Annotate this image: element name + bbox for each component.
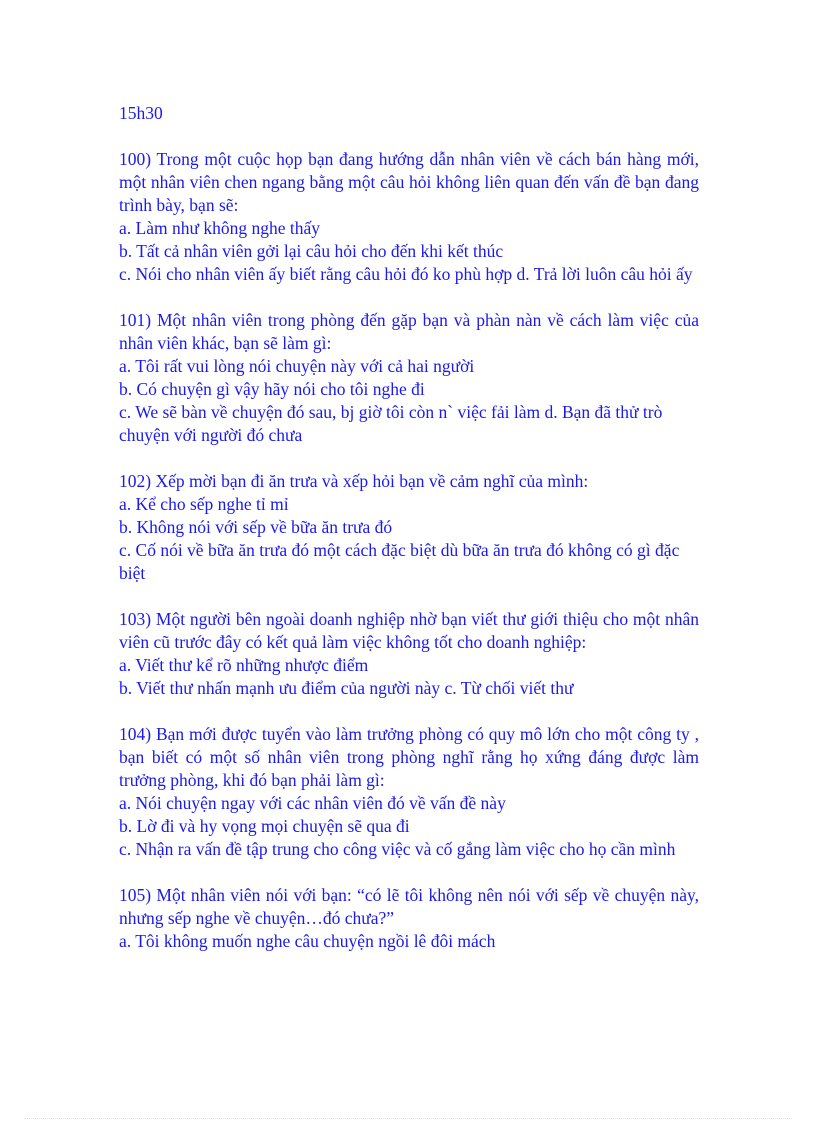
option-b: b. Tất cả nhân viên gởi lại câu hỏi cho đến khi kết thúc	[119, 241, 504, 261]
question-104	[119, 723, 699, 861]
question-text: 102) Xếp mời bạn đi ăn trưa và xếp hỏi bạn về cảm nghĩ của mình:	[119, 471, 589, 491]
option-a: a. Kể cho sếp nghe tỉ mỉ	[119, 494, 289, 514]
question-text: 103) Một người bên ngoài doanh nghiệp nhờ bạn viết thư giới thiệu cho một nhân viên cũ trước đây có kết quả làm việc không tốt cho doanh nghiệp:	[119, 609, 699, 652]
option-a: a. Viết thư kể rõ những nhược điểm	[119, 655, 369, 675]
question-100	[119, 148, 699, 286]
option-b-c: b. Viết thư nhấn mạnh ưu điểm của người này c. Từ chối viết thư	[119, 678, 574, 698]
question-text: 100) Trong một cuộc họp bạn đang hướng dẫn nhân viên về cách bán hàng mới, một nhân viên chen ngang bằng một câu hỏi không liên quan đến vấn đề bạn đang trình bày, bạn sẽ:	[119, 149, 699, 215]
option-a: a. Tôi không muốn nghe câu chuyện ngồi lê đôi mách	[119, 931, 496, 951]
option-c: c. Cố nói về bữa ăn trưa đó một cách đặc biệt dù bữa ăn trưa đó không có gì đặc biệt	[119, 540, 680, 583]
page-bottom-divider	[24, 1118, 792, 1119]
document-content	[119, 102, 699, 976]
question-text: 105) Một nhân viên nói với bạn: “có lẽ tôi không nên nói với sếp về chuyện này, nhưng sếp nghe về chuyện…đó chưa?”	[119, 885, 699, 928]
option-b: b. Lờ đi và hy vọng mọi chuyện sẽ qua đi	[119, 816, 410, 836]
question-text: 104) Bạn mới được tuyển vào làm trưởng phòng có quy mô lớn cho một công ty , bạn biết có một số nhân viên trong phòng nghĩ rằng họ xứng đáng được làm trưởng phòng, khi đó bạn phải làm gì:	[119, 724, 699, 790]
option-b: b. Có chuyện gì vậy hãy nói cho tôi nghe đi	[119, 379, 425, 399]
question-text: 101) Một nhân viên trong phòng đến gặp bạn và phàn nàn về cách làm việc của nhân viên khác, bạn sẽ làm gì:	[119, 310, 699, 353]
option-c: c. Nhận ra vấn đề tập trung cho công việc và cố gắng làm việc cho họ cần mình	[119, 839, 676, 859]
time-label: 15h30	[119, 103, 163, 123]
question-102	[119, 470, 699, 585]
question-101	[119, 309, 699, 447]
option-b: b. Không nói với sếp về bữa ăn trưa đó	[119, 517, 393, 537]
option-a: a. Tôi rất vui lòng nói chuyện này với cả hai người	[119, 356, 475, 376]
option-a: a. Làm như không nghe thấy	[119, 218, 320, 238]
option-c-d: c. We sẽ bàn về chuyện đó sau, bj giờ tôi còn n` việc fải làm d. Bạn đã thử trò chuyện với người đó chưa	[119, 402, 663, 445]
question-103	[119, 608, 699, 700]
option-c-d: c. Nói cho nhân viên ấy biết rằng câu hỏi đó ko phù hợp d. Trả lời luôn câu hỏi ấy	[119, 264, 693, 284]
question-105	[119, 884, 699, 953]
option-a: a. Nói chuyện ngay với các nhân viên đó về vấn đề này	[119, 793, 506, 813]
